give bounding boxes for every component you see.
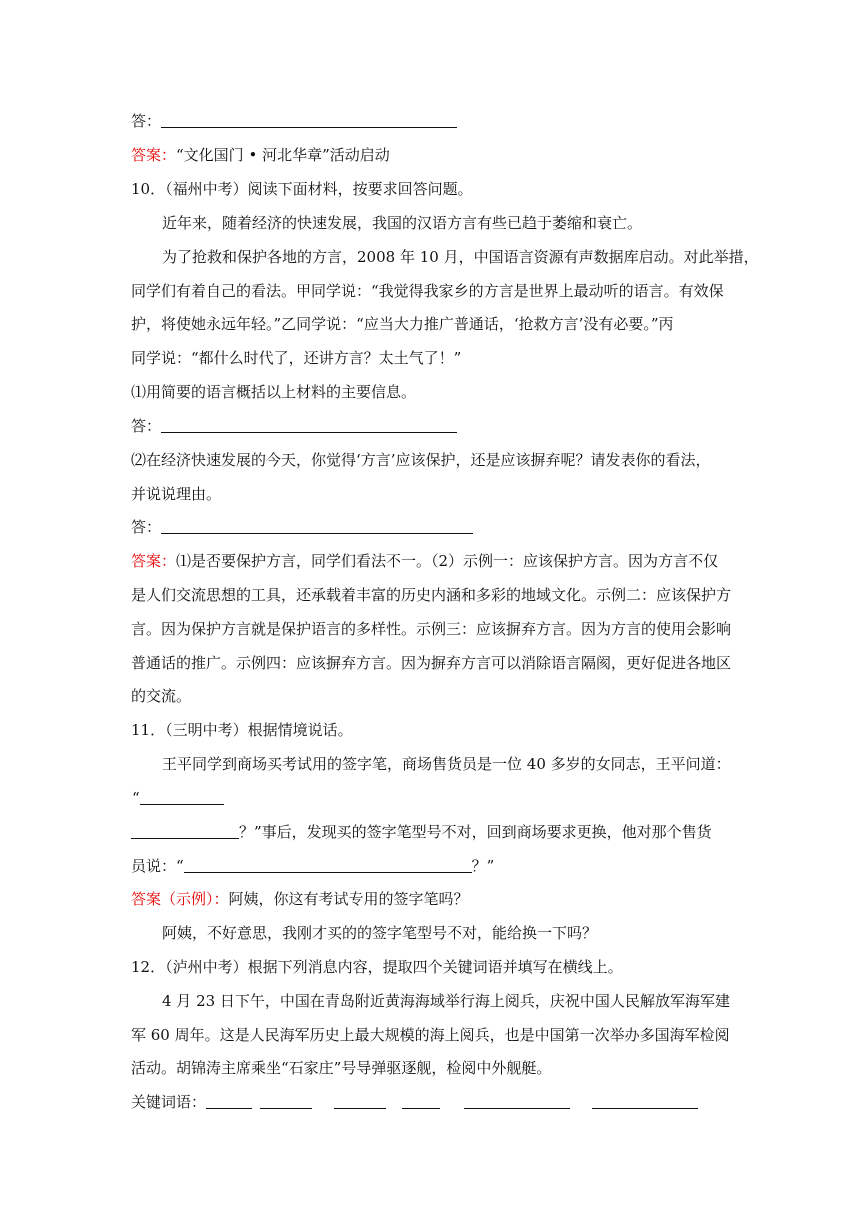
material-paragraph-2-line-2: 同学们有着自己的看法。甲同学说：“我觉得我家乡的方言是世界上最动听的语言。有效保 — [131, 282, 724, 300]
dialogue-line-1 — [132, 788, 732, 808]
answer-key-10-line-2: 是人们交流思想的工具，还承载着丰富的历史内涵和多彩的地域文化。示例二：应该保护方 — [131, 586, 732, 604]
answer-text: ⑴是否要保护方言，同学们看法不一。（2）示例一：应该保护方言。因为方言不仅 — [176, 552, 719, 570]
dialogue-text: ？”事后，发现买的签字笔型号不对，回到商场要求更换，他对那个售货 — [239, 823, 712, 841]
sub-question-2-line-1: ⑵在经济快速发展的今天，你觉得‘方言’应该保护，还是应该摒弃呢？请发表你的看法， — [131, 451, 711, 469]
dialogue-blank-2 — [184, 857, 472, 873]
dialogue-line-2 — [131, 822, 731, 842]
scenario-line-1: 王平同学到商场买考试用的签字笔，商场售货员是一位 40 多岁的女同志，王平问道： — [162, 755, 731, 773]
dialogue-text: 员说：“ — [131, 857, 184, 875]
keyword-blank-6 — [592, 1093, 698, 1109]
answer-text: 阿姨，你这有考试专用的签字笔吗？ — [228, 890, 469, 908]
dialogue-close: ？” — [471, 857, 495, 875]
keyword-blank-2 — [260, 1093, 312, 1109]
question-12-heading: 12．（泸州中考）根据下列消息内容，提取四个关键词语并填写在横线上。 — [131, 958, 623, 976]
answer-line — [131, 517, 731, 537]
news-line-3: 活动。胡锦涛主席乘坐“石家庄”号导弹驱逐舰，检阅中外舰艇。 — [131, 1059, 552, 1077]
answer-label: 答案： — [131, 146, 177, 164]
answer-blank — [161, 518, 473, 534]
answer-key-10-line-1 — [131, 551, 731, 571]
answer-key-11-line-1 — [131, 889, 731, 909]
answer-blank — [161, 417, 457, 433]
answer-prefix: 答： — [131, 112, 162, 130]
answer-key-11-line-2: 阿姨，不好意思，我刚才买的的签字笔型号不对，能给换一下吗？ — [162, 924, 598, 942]
material-paragraph-2-line-1: 为了抢救和保护各地的方言，2008 年 10 月，中国语言资源有声数据库启动。对此举措， — [162, 248, 759, 266]
keyword-blank-4 — [402, 1093, 440, 1109]
question-10-heading: 10．（福州中考）阅读下面材料，按要求回答问题。 — [131, 180, 473, 198]
dialogue-line-3 — [131, 856, 731, 876]
material-paragraph-2-line-3: 护，将使她永远年轻。”乙同学说：“应当大力推广普通话，‘抢救方言’没有必要。”丙 — [131, 315, 674, 333]
answer-text: “文化国门 • 河北华章”活动启动 — [176, 146, 390, 164]
sub-question-1: ⑴用简要的语言概括以上材料的主要信息。 — [131, 383, 417, 401]
material-paragraph-1: 近年来，随着经济的快速发展，我国的汉语方言有些已趋于萎缩和衰亡。 — [162, 214, 643, 232]
keyword-blank-3 — [334, 1093, 386, 1109]
dialogue-blank-1-cont — [131, 823, 239, 839]
answer-prefix: 答： — [131, 518, 162, 536]
keywords-label: 关键词语： — [131, 1093, 207, 1111]
answer-prefix: 答： — [131, 417, 162, 435]
dialogue-blank-1 — [140, 789, 224, 805]
answer-key-9 — [131, 145, 731, 165]
answer-key-10-line-5: 的交流。 — [131, 687, 192, 705]
sub-question-2-line-2: 并说说理由。 — [131, 485, 222, 503]
answer-label: 答案（示例）： — [131, 890, 229, 908]
keyword-blank-1 — [206, 1093, 252, 1109]
news-line-2: 军 60 周年。这是人民海军历史上最大规模的海上阅兵，也是中国第一次举办多国海军检阅 — [131, 1026, 730, 1044]
answer-label: 答案： — [131, 552, 177, 570]
answer-blank — [161, 112, 457, 128]
answer-line — [131, 111, 731, 131]
question-11-heading: 11．（三明中考）根据情境说话。 — [131, 721, 353, 739]
answer-key-10-line-3: 言。因为保护方言就是保护语言的多样性。示例三：应该摒弃方言。因为方言的使用会影响 — [131, 620, 732, 638]
open-quote: “ — [132, 789, 140, 807]
keywords-line — [131, 1092, 731, 1112]
answer-key-10-line-4: 普通话的推广。示例四：应该摒弃方言。因为摒弃方言可以消除语言隔阂，更好促进各地区 — [131, 654, 732, 672]
keyword-blank-5 — [464, 1093, 570, 1109]
answer-line — [131, 416, 731, 436]
material-paragraph-2-line-4: 同学说：“都什么时代了，还讲方言？太土气了！” — [131, 349, 462, 367]
news-line-1: 4 月 23 日下午，中国在青岛附近黄海海域举行海上阅兵，庆祝中国人民解放军海军建 — [162, 992, 730, 1010]
